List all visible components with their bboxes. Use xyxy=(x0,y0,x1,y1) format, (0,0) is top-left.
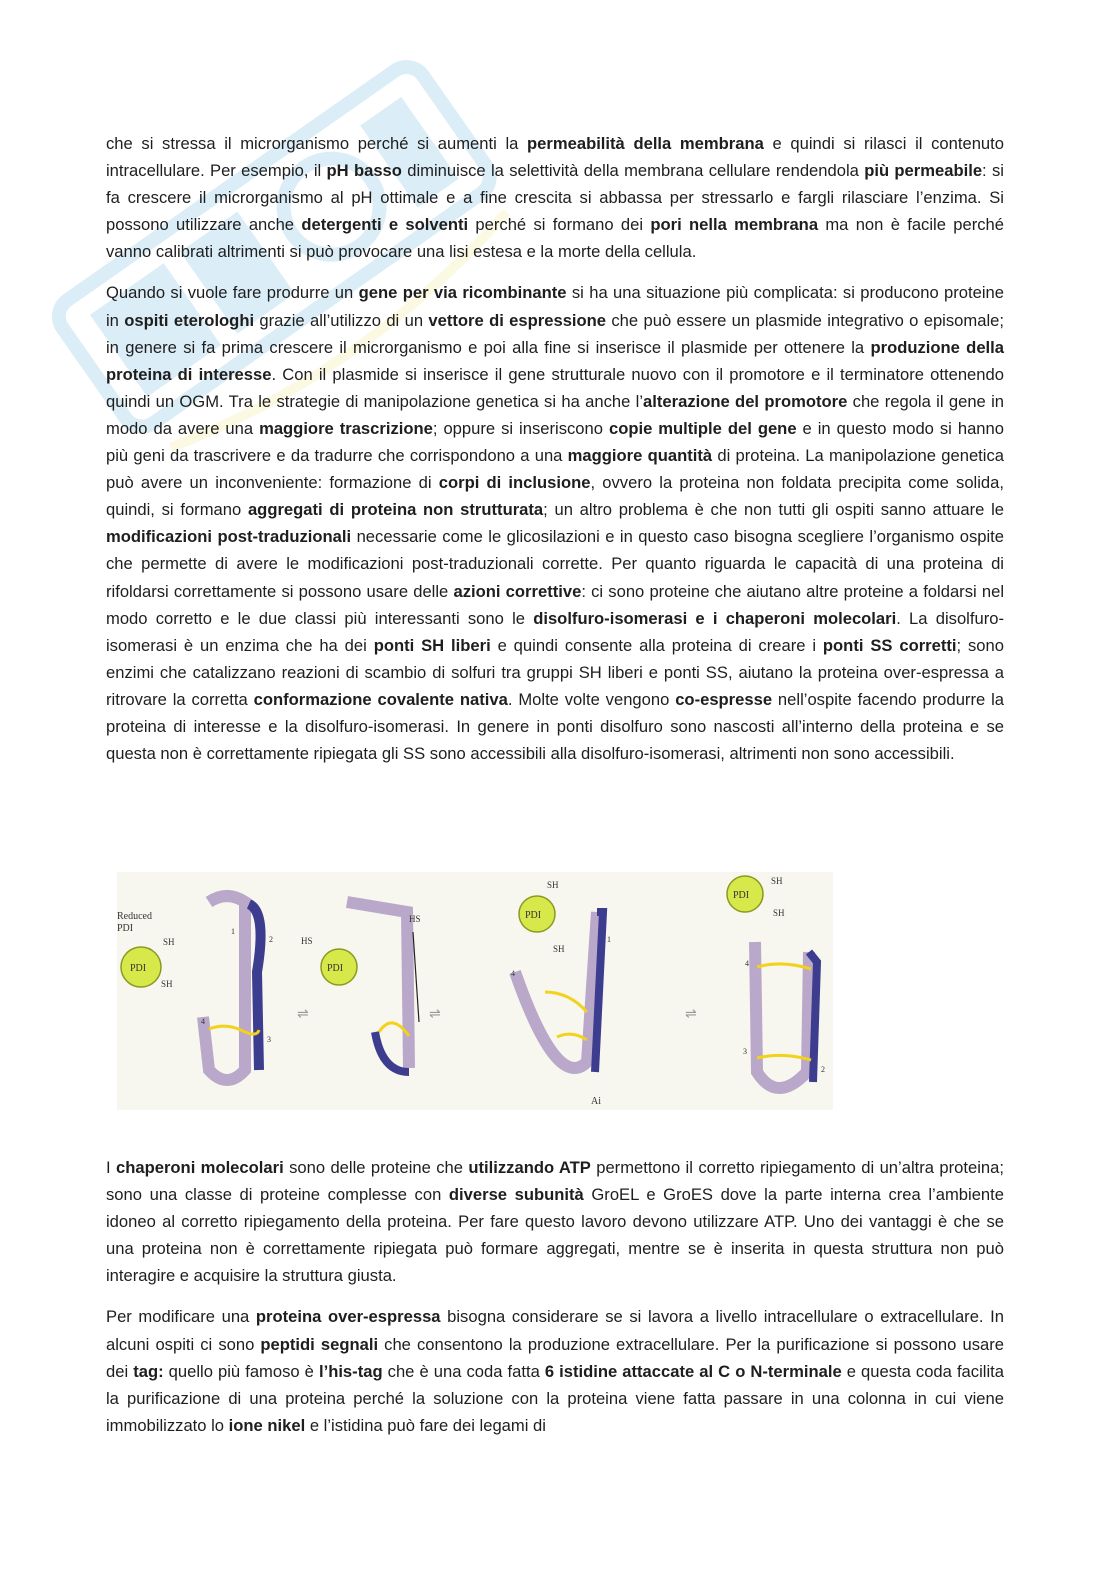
text-run: , ovvero la proteina non foldata precipita come solida, quindi, si formano xyxy=(106,473,1004,520)
figure-caption: Ai xyxy=(591,1096,601,1107)
pdi-label: PDI xyxy=(525,910,542,921)
bold-term: disolfuro-isomerasi e i chaperoni molecolari xyxy=(533,608,897,628)
text-run: e in questo modo si hanno più geni da trascrivere e da tradurre che corrispondono a una xyxy=(106,418,1004,466)
strand-number: 2 xyxy=(821,1065,825,1074)
equilibrium-arrow-icon: ⇌ xyxy=(297,1005,309,1021)
strand-number: 3 xyxy=(743,1047,747,1056)
bold-term: conformazione covalente nativa xyxy=(253,689,508,709)
text-block-bottom xyxy=(106,1154,1004,1453)
text-run: GroEL e GroES dove la parte interna crea l’ambiente idoneo al corretto ripiegamento della proteina. Per fare questo lavoro devono utilizzare ATP. Uno dei vantaggi è che se una proteina non è correttamente ripiegata può formare aggregati, mentre se è inserita in questa struttura non può interagire e acquisire la struttura giusta. xyxy=(106,1185,1004,1286)
bold-term: l’his-tag xyxy=(318,1361,383,1381)
strand-number: 3 xyxy=(267,1035,271,1044)
text-run: che può essere un plasmide integrativo o episomale; in genere si fa prima crescere il microrganismo e poi alla fine si inserisce il plasmide per ottenere la xyxy=(106,310,1004,357)
bold-term: tag: xyxy=(133,1361,164,1381)
bold-term: maggiore quantità xyxy=(567,446,713,466)
reduced-label: Reduced xyxy=(117,911,152,922)
text-run: di proteina. La manipolazione genetica può avere un inconveniente: formazione di xyxy=(106,446,1004,493)
hs-label: HS xyxy=(301,936,313,946)
bold-term: più permeabile xyxy=(864,161,983,181)
bold-term: modificazioni post-traduzionali xyxy=(106,527,352,547)
bold-term: utilizzando ATP xyxy=(468,1158,591,1177)
text-run: ; sono enzimi che catalizzano reazioni di scambio di solfuri tra gruppi SH liberi e ponti SS, aiutano la proteina over-espressa a ritrovare la corretta xyxy=(106,635,1004,709)
text-block-top xyxy=(106,130,1004,781)
text-run: ; un altro problema è che non tutti gli ospiti sanno attuare le xyxy=(543,500,1004,520)
bold-term: vettore di espressione xyxy=(428,310,607,330)
bold-term: 6 istidine attaccate al C o N-terminale xyxy=(544,1361,842,1381)
strand-number: 4 xyxy=(745,959,749,968)
paragraph xyxy=(106,1154,1004,1289)
text-run: grazie all’utilizzo di un xyxy=(254,310,429,330)
text-run: che consentono la produzione extracellulare. Per la purificazione si possono usare dei xyxy=(106,1334,1004,1381)
bold-term: ione nikel xyxy=(228,1415,306,1435)
text-run: permettono il corretto ripiegamento di un’altra proteina; sono una classe di proteine complesse con xyxy=(106,1158,1004,1205)
text-run: e quindi si rilasci il contenuto intracellulare. Per esempio, il xyxy=(106,134,1004,181)
text-run: bisogna considerare se si lavora a livello intracellulare o extracellulare. In alcuni ospiti ci sono xyxy=(106,1307,1004,1354)
hs-label: HS xyxy=(409,914,421,924)
text-run: che si stressa il microrganismo perché si aumenti la xyxy=(106,134,528,153)
text-run: : ci sono proteine che aiutano altre proteine a foldarsi nel modo corretto e le due classi più interessanti sono le xyxy=(106,581,1005,628)
text-run: . Molte volte vengono xyxy=(507,689,676,709)
bold-term: corpi di inclusione xyxy=(438,473,591,493)
text-run: che regola il gene in modo da avere una xyxy=(106,391,1005,438)
pdi-label: PDI xyxy=(733,890,750,901)
bold-term: co-espresse xyxy=(675,689,773,709)
sh-label: SH xyxy=(553,944,565,954)
bold-term: chaperoni molecolari xyxy=(116,1158,284,1177)
text-run: Quando si vuole fare produrre un xyxy=(106,283,359,303)
text-run: nell’ospite facendo produrre la proteina di interesse e la disolfuro-isomerasi. In genere in ponti disolfuro sono nascosti all’interno della proteina e se questa non è correttamente ripiegata gli SS sono accessibili alla disolfuro-isomerasi, altrimenti non sono accessibili. xyxy=(106,689,1004,764)
text-run: I xyxy=(106,1158,116,1177)
bold-term: ospiti eterologhi xyxy=(124,310,255,330)
text-run: perché si formano dei xyxy=(468,215,651,235)
bold-term: alterazione del promotore xyxy=(643,391,848,411)
text-run: sono delle proteine che xyxy=(283,1158,469,1177)
paragraph xyxy=(106,130,1004,265)
sh-label: SH xyxy=(163,937,175,947)
text-run: necessarie come le glicosilazioni e in questo caso bisogna scegliere l’organismo ospite che permette di avere le modificazioni post-traduzionali corrette. Per quanto riguarda le capacità di una proteina di rifoldarsi correttamente si possono usare delle xyxy=(106,527,1005,601)
bold-term: ponti SH liberi xyxy=(373,635,491,655)
text-run: quello più famoso è xyxy=(163,1361,319,1381)
text-run: . Con il plasmide si inserisce il gene strutturale nuovo con il promotore e il terminatore ottenendo quindi un OGM. Tra le strategie di manipolazione genetica si ha anche l’ xyxy=(106,364,1004,411)
bold-term: ponti SS corretti xyxy=(822,635,957,655)
equilibrium-arrow-icon: ⇌ xyxy=(685,1005,697,1021)
bold-term: gene per via ricombinante xyxy=(358,283,567,303)
bold-term: peptidi segnali xyxy=(260,1334,379,1354)
text-run: ma non è facile perché vanno calibrati altrimenti si può provocare una lisi estesa e la morte della cellula. xyxy=(106,215,1004,262)
bold-term: pori nella membrana xyxy=(650,215,819,235)
bold-term: copie multiple del gene xyxy=(608,418,797,438)
sh-label: SH xyxy=(161,979,173,989)
strand-number: 4 xyxy=(511,969,515,978)
text-run: si ha una situazione più complicata: si producono proteine in xyxy=(106,283,1005,330)
pdi-figure xyxy=(117,872,833,1110)
bold-term: detergenti e solventi xyxy=(301,215,469,235)
bold-term: produzione della proteina di interesse xyxy=(106,337,1004,384)
bold-term: diverse subunità xyxy=(448,1185,584,1205)
sh-label: SH xyxy=(773,908,785,918)
strand-number: 1 xyxy=(607,935,611,944)
paragraph xyxy=(106,1303,1004,1438)
bold-term: pH basso xyxy=(326,161,402,181)
bold-term: proteina over-espressa xyxy=(255,1307,441,1327)
text-run: che è una coda fatta xyxy=(382,1361,545,1381)
text-run: diminuisce la selettività della membrana cellulare rendendola xyxy=(401,161,865,181)
strand-number: 4 xyxy=(201,1017,205,1026)
bold-term: aggregati di proteina non strutturata xyxy=(247,500,544,520)
pdi-diagram xyxy=(117,872,833,1110)
text-run: e quindi consente alla proteina di creare i xyxy=(490,635,823,655)
bold-term: permeabilità della membrana xyxy=(527,134,764,153)
text-run: : si fa crescere il microrganismo al pH ottimale e a fine crescita si abbassa per stressarlo e fargli rilasciare l’enzima. Si possono utilizzare anche xyxy=(106,161,1004,235)
text-run: . La disolfuro-isomerasi è un enzima che ha dei xyxy=(106,608,1004,655)
strand-number: 1 xyxy=(231,927,235,936)
bold-term: azioni correttive xyxy=(453,581,582,601)
bold-term: maggiore trascrizione xyxy=(259,418,433,438)
strand-number: 2 xyxy=(269,935,273,944)
pdi-label: PDI xyxy=(130,963,147,974)
text-run: e l’istidina può fare dei legami di xyxy=(305,1415,546,1435)
paragraph xyxy=(106,279,1004,767)
pdi-label: PDI xyxy=(327,963,344,974)
text-run: Per modificare una xyxy=(106,1307,256,1327)
reduced-pdi-label: PDI xyxy=(117,923,134,934)
sh-label: SH xyxy=(771,876,783,886)
sh-label: SH xyxy=(547,880,559,890)
text-run: ; oppure si inseriscono xyxy=(432,418,609,438)
text-run: e questa coda facilita la purificazione di una proteina perché la soluzione con la proteina viene fatta passare in una colonna in cui viene immobilizzato lo xyxy=(106,1361,1004,1435)
equilibrium-arrow-icon: ⇌ xyxy=(429,1005,441,1021)
